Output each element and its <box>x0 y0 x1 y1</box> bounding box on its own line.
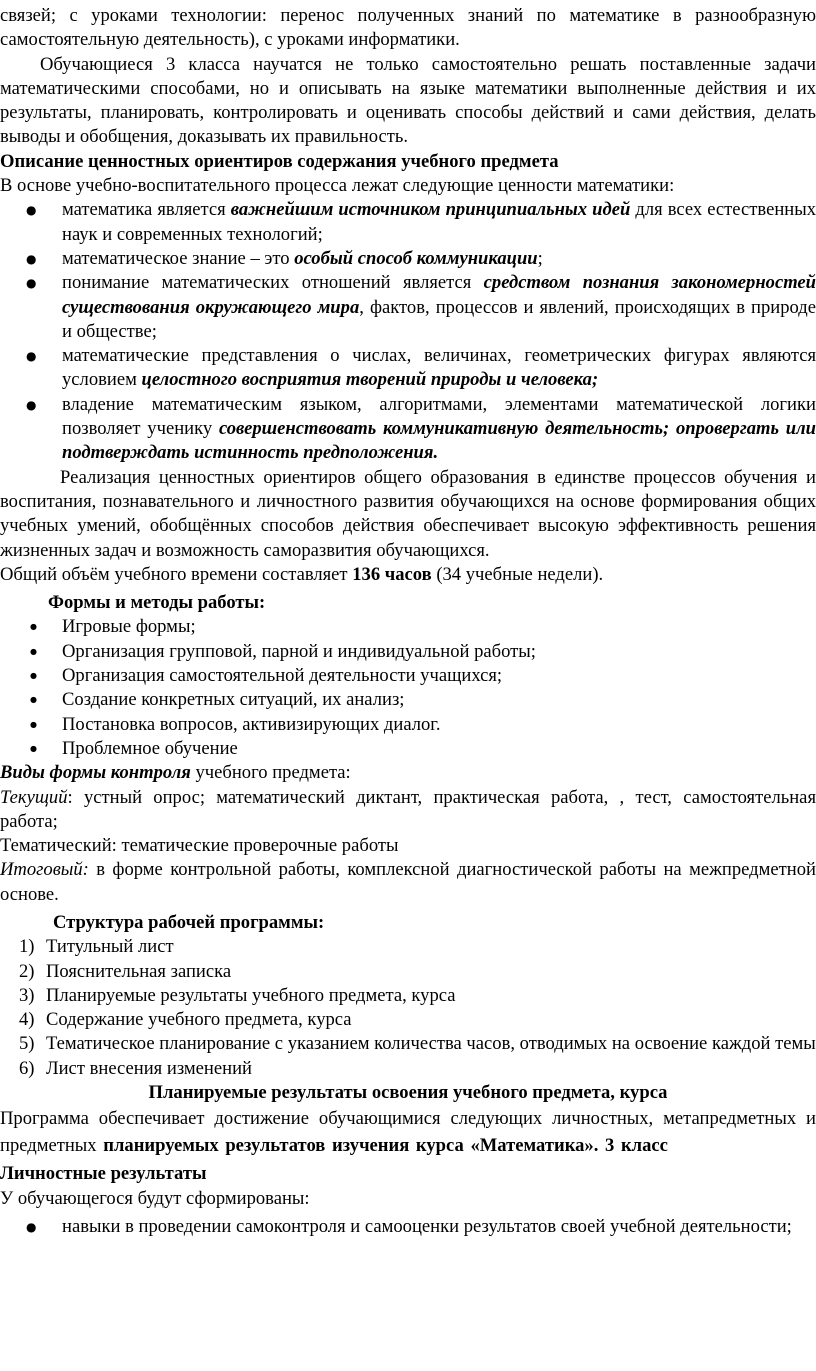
forms-list <box>0 615 816 761</box>
bullet-icon: ● <box>26 276 37 291</box>
list-item: 3) Планируемые результаты учебного предмета, курса <box>19 984 456 1006</box>
heading-structure: Структура рабочей программы: <box>53 911 325 933</box>
bullet-icon: ● <box>30 646 37 656</box>
bullet-icon: ● <box>30 671 37 681</box>
list-item: ● Организация групповой, парной и индивидуальной работы; <box>0 640 816 664</box>
bullet-icon: ● <box>26 203 37 218</box>
list-item: ● Создание конкретных ситуаций, их анализ; <box>0 688 816 712</box>
list-item: ● математическое знание – это особый способ коммуникации; <box>0 247 816 271</box>
personal-intro: У обучающегося будут сформированы: <box>0 1187 310 1209</box>
paragraph-intro-continued: связей; с уроками технологии: перенос полученных знаний по математике в разнообразную самостоятельную деятельность), с уроками информатики. <box>0 5 816 51</box>
list-item: ● Проблемное обучение <box>0 737 816 761</box>
list-item: ● Игровые формы; <box>0 615 816 639</box>
list-item: 4) Содержание учебного предмета, курса <box>19 1009 352 1031</box>
list-item: ● Постановка вопросов, активизирующих диалог. <box>0 713 816 737</box>
bullet-icon: ● <box>26 1219 37 1234</box>
bullet-icon: ● <box>30 695 37 705</box>
heading-forms: Формы и методы работы: <box>48 592 266 614</box>
list-item: 5) Тематическое планирование с указанием количества часов, отводимых на освоение каждой темы <box>19 1033 816 1055</box>
list-item: ● математика является важнейшим источником принципиальных идей для всех естественных наук и современных технологий; <box>26 199 816 245</box>
results-intro: Программа обеспечивает достижение обучающимися следующих личностных, метапредметных и предметных планируемых результатов изучения курса «Математика». 3 класс <box>0 1108 816 1157</box>
heading-personal: Личностные результаты <box>0 1163 207 1185</box>
values-list <box>0 198 816 465</box>
list-item: ● навыки в проведении самоконтроля и самооценки результатов своей учебной деятельности; <box>0 1215 816 1239</box>
list-item: 6) Лист внесения изменений <box>19 1057 252 1079</box>
document-page <box>0 4 816 1239</box>
bullet-icon: ● <box>30 719 37 729</box>
bullet-icon: ● <box>26 251 37 266</box>
structure-list <box>0 935 816 1081</box>
personal-list <box>0 1215 816 1239</box>
values-intro: В основе учебно-воспитательного процесса лежат следующие ценности математики: <box>0 175 675 197</box>
list-item: ● владение математическим языком, алгоритмами, элементами математической логики позволяет ученику совершенствовать коммуникативную деятельность; опровергать или подтверждать истинность предположения. <box>26 393 816 464</box>
heading-results: Планируемые результаты освоения учебного предмета, курса <box>148 1082 668 1104</box>
control-thematic: Тематический: тематические проверочные работы <box>0 835 399 857</box>
control-final: Итоговый: в форме контрольной работы, комплексной диагностической работы на межпредметной основе. <box>0 859 816 905</box>
bullet-icon: ● <box>30 622 37 632</box>
paragraph-students-learn: Обучающиеся 3 класса научатся не только самостоятельно решать поставленные задачи математическими способами, но и описывать на языке математики выполненные действия и их результаты, планировать, контролировать и оценивать способы действий и сами действия, делать выводы и обобщения, доказывать их правильность. <box>0 53 816 148</box>
heading-values: Описание ценностных ориентиров содержания учебного предмета <box>0 150 559 172</box>
bullet-icon: ● <box>26 397 37 412</box>
list-item: ● понимание математических отношений является средством познания закономерностей существования окружающего мира, фактов, процессов и явлений, происходящих в природе и обществе; <box>26 272 816 342</box>
paragraph-realization: Реализация ценностных ориентиров общего образования в единстве процессов обучения и воспитания, познавательного и личностного развития обучающихся на основе формирования общих учебных умений, обобщённых способов действия обеспечивает высокую эффективность решения жизненных задач и возможность саморазвития обучающихся. <box>0 466 816 561</box>
control-current: Текущий: устный опрос; математический диктант, практическая работа, , тест, самостоятельная работа; <box>0 786 816 832</box>
list-item: ● математические представления о числах, величинах, геометрических фигурах являются условием целостного восприятия творений природы и человека; <box>26 345 816 391</box>
list-item: 2) Пояснительная записка <box>19 960 232 982</box>
list-item: ● Организация самостоятельной деятельности учащихся; <box>0 664 816 688</box>
bullet-icon: ● <box>26 349 37 364</box>
total-hours: Общий объём учебного времени составляет 136 часов (34 учебные недели). <box>0 563 604 585</box>
control-types: Виды формы контроля учебного предмета: <box>0 762 351 784</box>
bullet-icon: ● <box>30 743 37 753</box>
list-item: 1) Титульный лист <box>19 936 174 958</box>
